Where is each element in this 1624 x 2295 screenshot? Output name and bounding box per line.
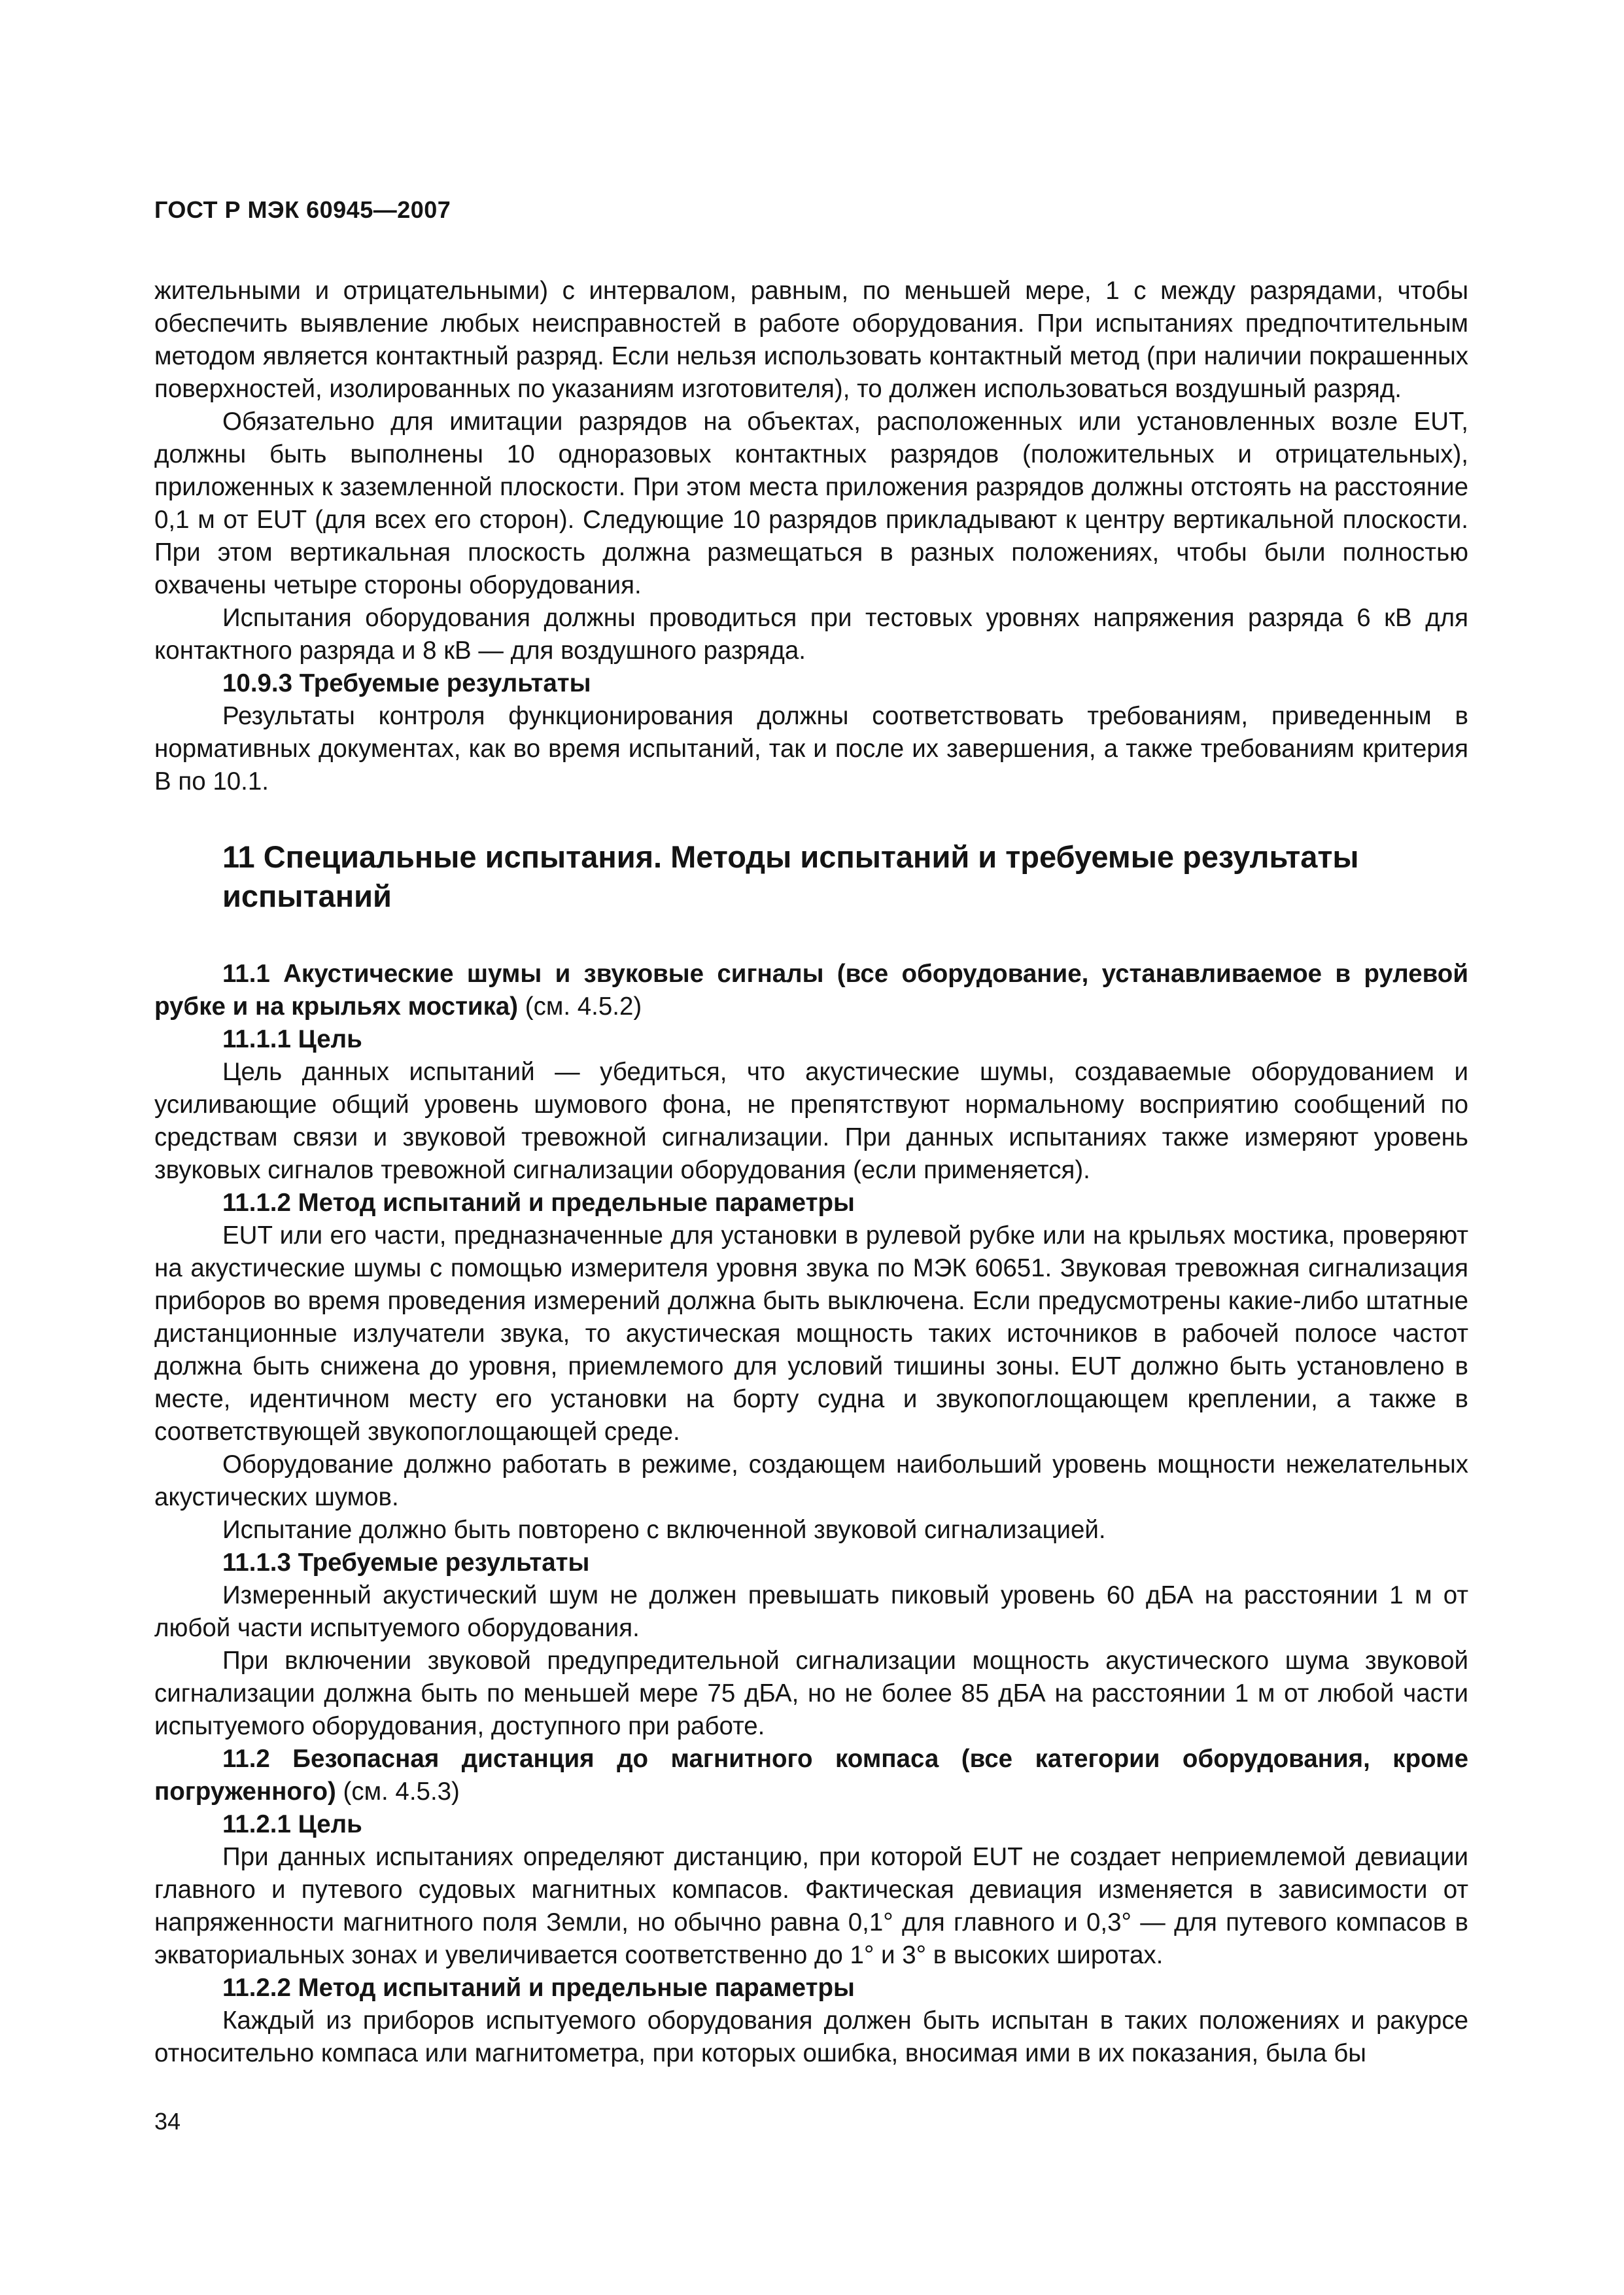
document-body [154, 275, 1468, 2070]
paragraph: При включении звуковой предупредительной сигнализации мощность акустического шума звуковой сигнализации должна быть по меньшей мере 75 дБА, но не более 85 дБА на расстоянии 1 м от любой части испытуемого оборудования, доступного при работе. [154, 1647, 1468, 1740]
subsection-heading-11-1-2: 11.1.2 Метод испытаний и предельные параметры [222, 1189, 855, 1217]
section-11-heading: 11 Специальные испытания. Методы испытаний и требуемые результаты испытаний [222, 839, 1359, 913]
subsection-heading-11-2-2: 11.2.2 Метод испытаний и предельные параметры [222, 1974, 855, 2002]
document-header: ГОСТ Р МЭК 60945—2007 [154, 196, 451, 223]
paragraph: EUT или его части, предназначенные для установки в рулевой рубке или на крыльях мостика, проверяют на акустические шумы с помощью измерителя уровня звука по МЭК 60651. Звуковая тревожная сигнализация приборов во время проведения измерений должна быть выключена. Если предусмотрены какие-либо штатные дистанционные излучатели звука, то акустическая мощность таких источников в рабочей полосе частот должна быть снижена до уровня, приемлемого для условий тишины зоны. EUT должно быть установлено в месте, идентичном месту его установки на борту судна и звукопоглощающем креплении, а также в соответствующей звукопоглощающей среде. [154, 1221, 1468, 1446]
subsection-heading-11-2-1: 11.2.1 Цель [222, 1810, 362, 1838]
paragraph: Оборудование должно работать в режиме, создающем наибольший уровень мощности нежелательных акустических шумов. [154, 1450, 1468, 1511]
paragraph: Результаты контроля функционирования должны соответствовать требованиям, приведенным в нормативных документах, как во время испытаний, так и после их завершения, а также требованиям критерия В по 10.1. [154, 702, 1468, 796]
subsection-heading-11-1 [154, 958, 1468, 1023]
subsection-title-11-2: 11.2 Безопасная дистанция до магнитного компаса (все категории оборудования, кроме погруженного) [154, 1745, 1468, 1806]
subsection-heading-11-1-1: 11.1.1 Цель [222, 1025, 362, 1053]
paragraph: Измеренный акустический шум не должен превышать пиковый уровень 60 дБА на расстоянии 1 м от любой части испытуемого оборудования. [154, 1581, 1468, 1642]
page-number: 34 [154, 2108, 181, 2135]
subsection-heading-11-1-3: 11.1.3 Требуемые результаты [222, 1549, 590, 1577]
subsection-heading-10-9-3: 10.9.3 Требуемые результаты [222, 669, 591, 697]
subsection-title-11-1: 11.1 Акустические шумы и звуковые сигналы (все оборудование, устанавливаемое в рулевой рубке и на крыльях мостика) [154, 960, 1468, 1021]
paragraph: Испытание должно быть повторено с включенной звуковой сигнализацией. [222, 1516, 1106, 1544]
subsection-heading-11-2 [154, 1743, 1468, 1808]
paragraph: При данных испытаниях определяют дистанцию, при которой EUT не создает неприемлемой девиации главного и путевого судовых магнитных компасов. Фактическая девиация изменяется в зависимости от напряженности магнитного поля Земли, но обычно равна 0,1° для главного и 0,3° — для путевого компасов в экваториальных зонах и увеличивается соответственно до 1° и 3° в высоких широтах. [154, 1843, 1468, 1969]
section-reference: (см. 4.5.3) [336, 1778, 460, 1806]
paragraph: Цель данных испытаний — убедиться, что акустические шумы, создаваемые оборудованием и усиливающие общий уровень шумового фона, не препятствуют нормальному восприятию сообщений по средствам связи и звуковой тревожной сигнализации. При данных испытаниях также измеряют уровень звуковых сигналов тревожной сигнализации оборудования (если применяется). [154, 1058, 1468, 1184]
paragraph: Испытания оборудования должны проводиться при тестовых уровнях напряжения разряда 6 кВ для контактного разряда и 8 кВ — для воздушного разряда. [154, 604, 1468, 665]
paragraph: жительными и отрицательными) с интервалом, равным, по меньшей мере, 1 с между разрядами, чтобы обеспечить выявление любых неисправностей в работе оборудования. При испытаниях предпочтительным методом является контактный разряд. Если нельзя использовать контактный метод (при наличии покрашенных поверхностей, изолированных по указаниям изготовителя), то должен использоваться воздушный разряд. [154, 277, 1468, 403]
paragraph: Каждый из приборов испытуемого оборудования должен быть испытан в таких положениях и ракурсе относительно компаса или магнитометра, при которых ошибка, вносимая ими в их показания, была бы [154, 2006, 1468, 2067]
paragraph: Обязательно для имитации разрядов на объектах, расположенных или установленных возле EUT, должны быть выполнены 10 одноразовых контактных разрядов (положительных и отрицательных), приложенных к заземленной плоскости. При этом места приложения разрядов должны отстоять на расстояние 0,1 м от EUT (для всех его сторон). Следующие 10 разрядов прикладывают к центру вертикальной плоскости. При этом вертикальная плоскость должна размещаться в разных положениях, чтобы были полностью охвачены четыре стороны оборудования. [154, 408, 1468, 599]
section-reference: (см. 4.5.2) [518, 992, 642, 1021]
